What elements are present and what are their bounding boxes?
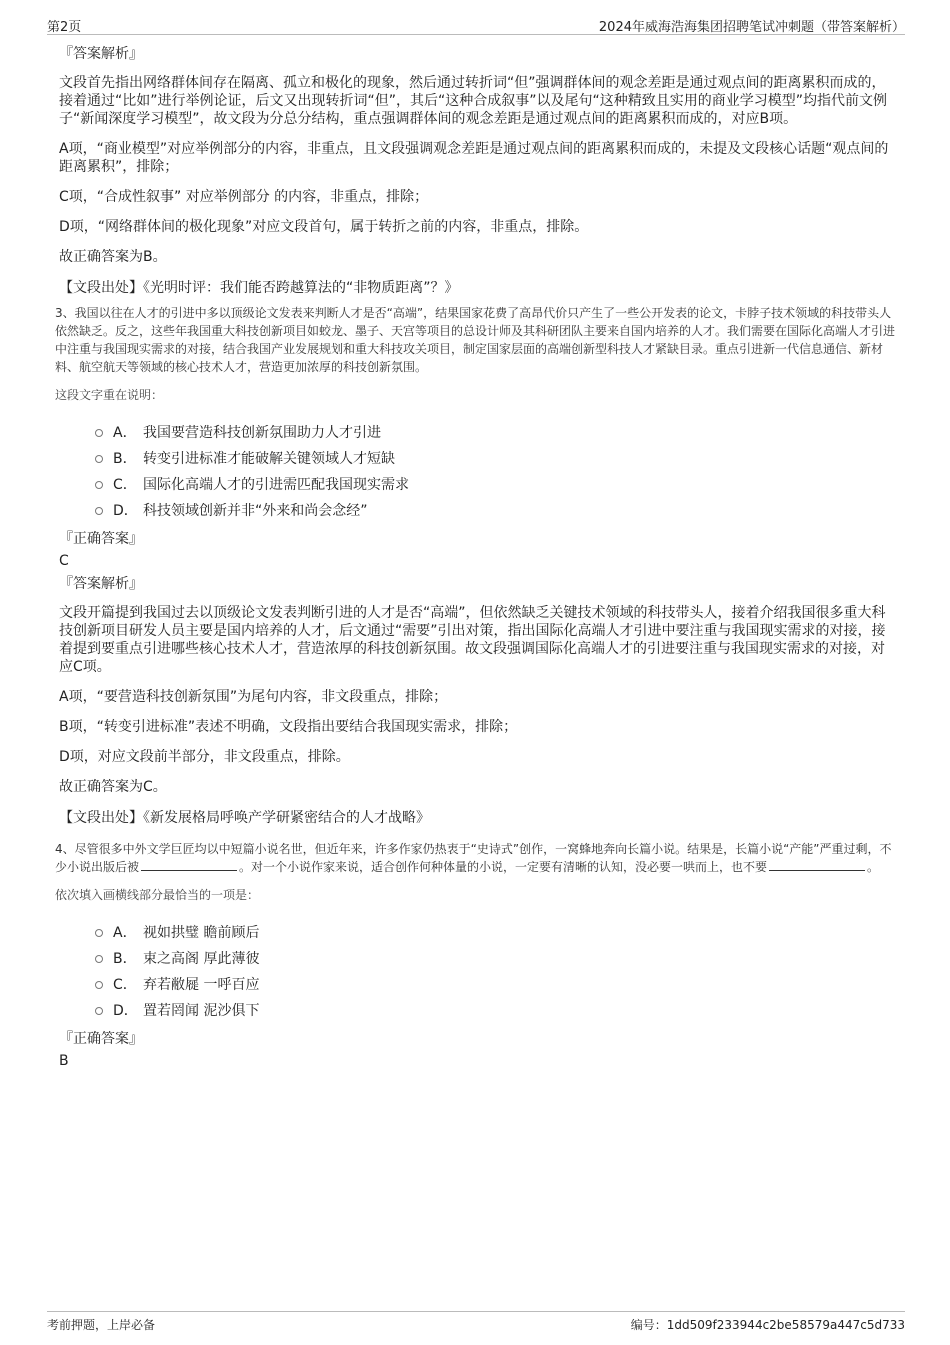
answer-value: C <box>59 553 69 569</box>
analysis-paragraph: 文段开篇提到我国过去以顶级论文发表判断引进的人才是否“高端”，但依然缺乏关键技术领域的科技带头人，接着介绍我国很多重大科技创新项目研发人员主要是国内培养的人才，后文通过“需要”引出对策，指出国际化高端人才引进中要注重与我国现实需求的对接，接着提到要重点引进哪些核心技术人才，营造浓厚的科技创新氛围。故文段强调国际化高端人才的引进要注重与我国现实需求的对接，对应C项。 <box>59 605 886 675</box>
radio-icon[interactable] <box>95 507 103 515</box>
option-a[interactable]: A． 我国要营造科技创新氛围助力人才引进 <box>95 420 895 446</box>
page-footer <box>47 1311 905 1336</box>
radio-icon[interactable] <box>95 429 103 437</box>
analysis-paragraph: A项，“要营造科技创新氛围”为尾句内容，非文段重点，排除； <box>59 689 448 705</box>
analysis-paragraph: 故正确答案为B。 <box>59 249 167 265</box>
radio-icon[interactable] <box>95 929 103 937</box>
question-3-options <box>95 420 895 524</box>
analysis-label: 『答案解析』 <box>59 576 143 592</box>
radio-icon[interactable] <box>95 1007 103 1015</box>
answer-label: 『正确答案』 <box>59 1031 143 1047</box>
source-citation: 【文段出处】《新发展格局呼唤产学研紧密结合的人才战略》 <box>59 810 430 826</box>
fill-blank-2 <box>769 858 865 871</box>
option-d[interactable]: D． 置若罔闻 泥沙俱下 <box>95 998 895 1024</box>
document-id: 编号：1dd509f233944c2be58579a447c5d733 <box>630 1318 905 1332</box>
answer-label: 『正确答案』 <box>59 531 143 547</box>
analysis-label: 『答案解析』 <box>59 46 143 62</box>
question-3-text: 3、我国以往在人才的引进中多以顶级论文发表来判断人才是否“高端”，结果国家花费了高昂代价只产生了一些公开发表的论文，卡脖子技术领域的科技带头人依然缺乏。反之，这些年我国重大科技创新项目如蛟龙、墨子、天宫等项目的总设计师及其科研团队主要来自国内培养的人才。我们需要在国际化高端人才引进中注重与我国现实需求的对接，结合我国产业发展规划和重大科技攻关项目，制定国家层面的高端创新型科技人才紧缺目录。重点引进新一代信息通信、新材料、航空航天等领域的核心技术人才，营造更加浓厚的科技创新氛围。 <box>55 306 896 374</box>
analysis-paragraph: B项，“转变引进标准”表述不明确，文段指出要结合我国现实需求，排除； <box>59 719 518 735</box>
analysis-paragraph: C项，“合成性叙事” 对应举例部分 的内容，非重点，排除； <box>59 189 429 205</box>
footer-slogan: 考前押题，上岸必备 <box>47 1318 156 1332</box>
analysis-paragraph: 文段首先指出网络群体间存在隔离、孤立和极化的现象，然后通过转折词“但”强调群体间的观念差距是通过观点间的距离累积而成的，接着通过“比如”进行举例论证，后文又出现转折词“但”，其后“这种合成叙事”以及尾句“这种精致且实用的商业学习模型”均指代前文例子“新闻深度学习模型”，故文段为分总分结构，重点强调群体间的观念差距是通过观点间的距离累积而成的，对应B项。 <box>59 75 888 127</box>
page-content <box>55 44 895 1074</box>
radio-icon[interactable] <box>95 955 103 963</box>
source-citation: 【文段出处】《光明时评：我们能否跨越算法的“非物质距离”？》 <box>59 280 459 296</box>
analysis-paragraph: 故正确答案为C。 <box>59 779 167 795</box>
question-4-text: 4、尽管很多中外文学巨匠均以中短篇小说名世，但近年来，许多作家仍热衷于“史诗式”创作，一窝蜂地奔向长篇小说。结果是，长篇小说“产能”严重过剩，不少小说出版后被 。对一个小说作家来说，适合创作何种体量的小说，一定要有清晰的认知，没必要一哄而上，也不要 。 <box>55 842 892 874</box>
option-b[interactable]: B． 束之高阁 厚此薄彼 <box>95 946 895 972</box>
document-title: 2024年威海浩海集团招聘笔试冲刺题（带答案解析） <box>598 20 905 35</box>
analysis-paragraph: D项，对应文段前半部分，非文段重点，排除。 <box>59 749 350 765</box>
option-d[interactable]: D． 科技领域创新并非“外来和尚会念经” <box>95 498 895 524</box>
question-4-options <box>95 920 895 1024</box>
option-a[interactable]: A． 视如拱璧 瞻前顾后 <box>95 920 895 946</box>
radio-icon[interactable] <box>95 455 103 463</box>
page-number: 第2页 <box>47 20 82 35</box>
question-4-prompt: 依次填入画横线部分最恰当的一项是： <box>55 888 260 902</box>
fill-blank-1 <box>141 858 237 871</box>
option-b[interactable]: B． 转变引进标准才能破解关键领域人才短缺 <box>95 446 895 472</box>
option-c[interactable]: C． 弃若敝屣 一呼百应 <box>95 972 895 998</box>
analysis-paragraph: A项，“商业模型”对应举例部分的内容，非重点，且文段强调观念差距是通过观点间的距离累积而成的，未提及文段核心话题“观点间的距离累积”，排除； <box>59 141 889 175</box>
radio-icon[interactable] <box>95 481 103 489</box>
answer-value: B <box>59 1053 69 1069</box>
analysis-paragraph: D项，“网络群体间的极化现象”对应文段首句，属于转折之前的内容，非重点，排除。 <box>59 219 589 235</box>
option-c[interactable]: C． 国际化高端人才的引进需匹配我国现实需求 <box>95 472 895 498</box>
page-header <box>47 14 905 35</box>
radio-icon[interactable] <box>95 981 103 989</box>
question-3-prompt: 这段文字重在说明： <box>55 388 164 402</box>
